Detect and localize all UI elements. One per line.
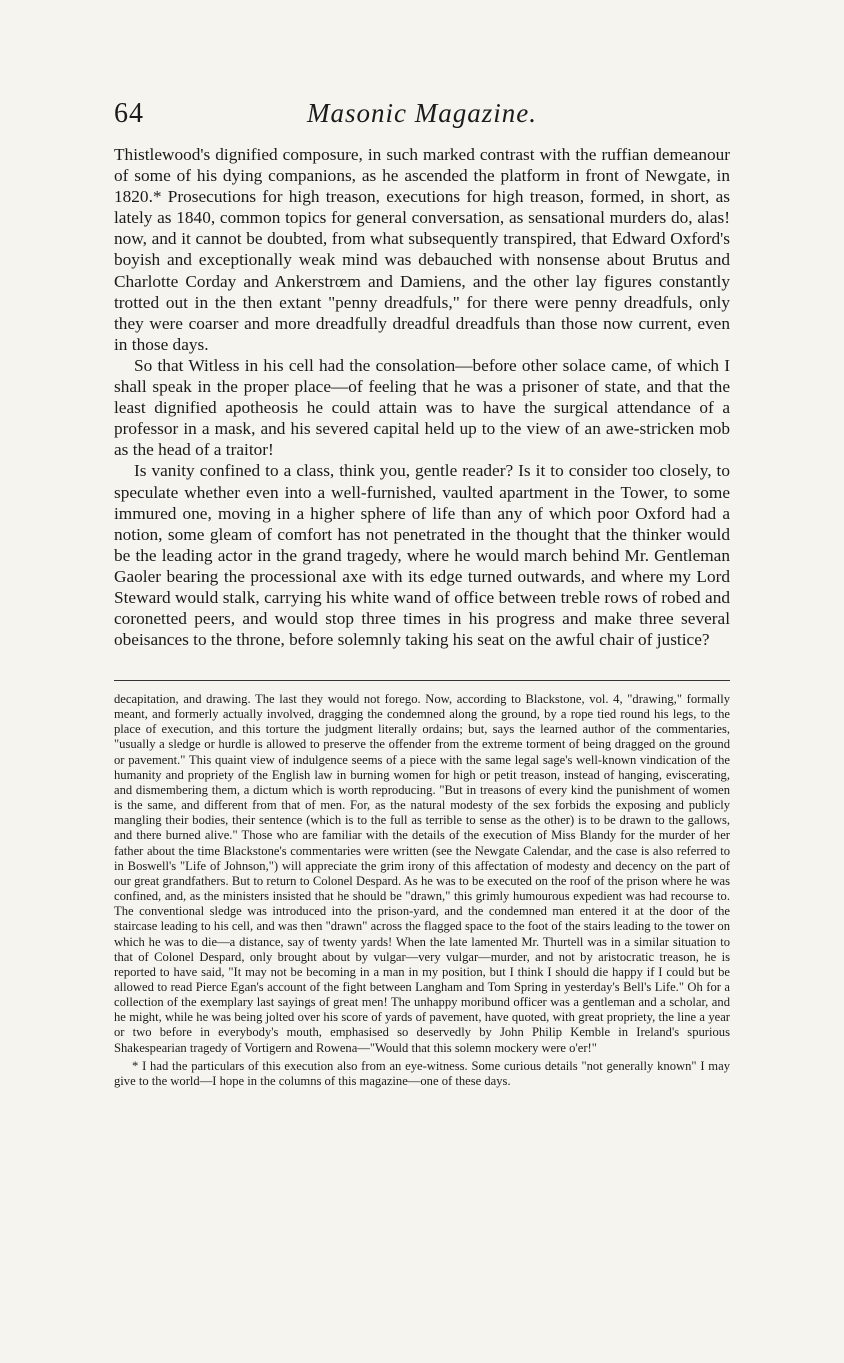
page-header: [114, 98, 730, 134]
footnote-divider: [114, 680, 730, 681]
body-paragraph: So that Witless in his cell had the consolation—before other solace came, of which I shall speak in the proper place—of feeling that he was a prisoner of state, and that the least dignified apotheosis he could attain was to have the surgical attendance of a professor in a mask, and his severed capital held up to the view of an awe-stricken mob as the head of a traitor!: [114, 355, 730, 460]
body-paragraph: Is vanity confined to a class, think you, gentle reader? Is it to consider too closely, to speculate whether even into a well-furnished, vaulted apartment in the Tower, to some immured one, moving in a higher sphere of life than any of which poor Oxford had a notion, some gleam of comfort has not penetrated in the thought that the thinker would be the leading actor in the grand tragedy, where he would march behind Mr. Gentleman Gaoler bearing the processional axe with its edge turned outwards, and where my Lord Steward would stalk, carrying his white wand of office between treble rows of robed and coronetted peers, and would stop three times in his progress and make three several obeisances to the throne, before solemnly taking his seat on the awful chair of justice?: [114, 461, 730, 650]
footnote-continuation: decapitation, and drawing. The last they would not forego. Now, according to Blackstone, vol. 4, "drawing," formally meant, and formerly actually involved, dragging the condemned along the ground, by a rope tied round his legs, to the place of execution, and this torture the judgment literally ordains; but, says the learned author of the commentaries, "usually a sledge or hurdle is allowed to preserve the offender from the extreme torment of being dragged on the ground or pavement." This quaint view of indulgence seems of a piece with the same legal sage's well-known vindication of the humanity and propriety of the English law in burning women for high or petit treason, instead of hanging, eviscerating, and dismembering them, a dictum which is worth reproducing. "But in treasons of every kind the punishment of women is the same, and different from that of men. For, as the natural modesty of the sex forbids the exposing and publicly mangling their bodies, their sentence (which is to the full as terrible to sense as the other) is to be drawn to the gallows, and there burned alive." Those who are familiar with the details of the execution of Miss Blandy for the murder of her father about the time Blackstone's commentaries were written (see the Newgate Calendar, and the case is also referred to in Boswell's "Life of Johnson,") will appreciate the grim irony of this affectation of modesty and decency on the part of our great grandfathers. But to return to Colonel Despard. As he was to be executed on the roof of the prison where he was confined, and, as the ministers insisted that he should be "drawn," this grimly humourous expedient was had recourse to. The conventional sledge was introduced into the prison-yard, and the condemned man entered it at the door of the staircase leading to his cell, and was then "drawn" across the flagged space to the foot of the stairs leading to the tower on which he was to die—a distance, say of twenty yards! When the late lamented Mr. Thurtell was in a similar situation to that of Colonel Despard, only brought about by vulgar—very vulgar—murder, and not by aristocratic treason, he is reported to have said, "It may not be becoming in a man in my position, but I think I should die happy if I could but be allowed to read Pierce Egan's account of the fight between Langham and Tom Spring in yesterday's Bell's Life." Oh for a collection of the exemplary last sayings of great men! The unhappy moribund officer was a gentleman and a scholar, and he might, while he was being jolted over his score of yards of pavement, have quoted, with great propriety, the line a year or two before in everybody's mouth, emphasised so deservedly by John Philip Kemble in Ireland's spurious Shakespearian tragedy of Vortigern and Rowena—"Would that this solemn mockery were o'er!": [114, 692, 730, 1055]
page-number: 64: [114, 98, 144, 129]
running-title: Masonic Magazine.: [307, 98, 537, 128]
main-text: [114, 144, 730, 650]
body-paragraph: Thistlewood's dignified composure, in such marked contrast with the ruffian demeanour of some of his dying companions, as he ascended the platform in front of Newgate, in 1820.* Prosecutions for high treason, executions for high treason, formed, in short, as lately as 1840, common topics for general conversation, as sensational murders do, alas! now, and it cannot be doubted, from what subsequently transpired, that Edward Oxford's boyish and exceptionally weak mind was debauched with nonsense about Brutus and Charlotte Corday and Ankerstrœm and Damiens, and the other lay figures constantly trotted out in the then extant "penny dreadfuls," for there were penny dreadfuls, only they were coarser and more dreadfully dreadful dreadfuls than those now current, even in those days.: [114, 145, 730, 354]
footnote: * I had the particulars of this execution also from an eye-witness. Some curious details "not generally known" I may give to the world—I hope in the columns of this magazine—one of these days.: [114, 1058, 730, 1088]
footnotes: [114, 692, 730, 1089]
